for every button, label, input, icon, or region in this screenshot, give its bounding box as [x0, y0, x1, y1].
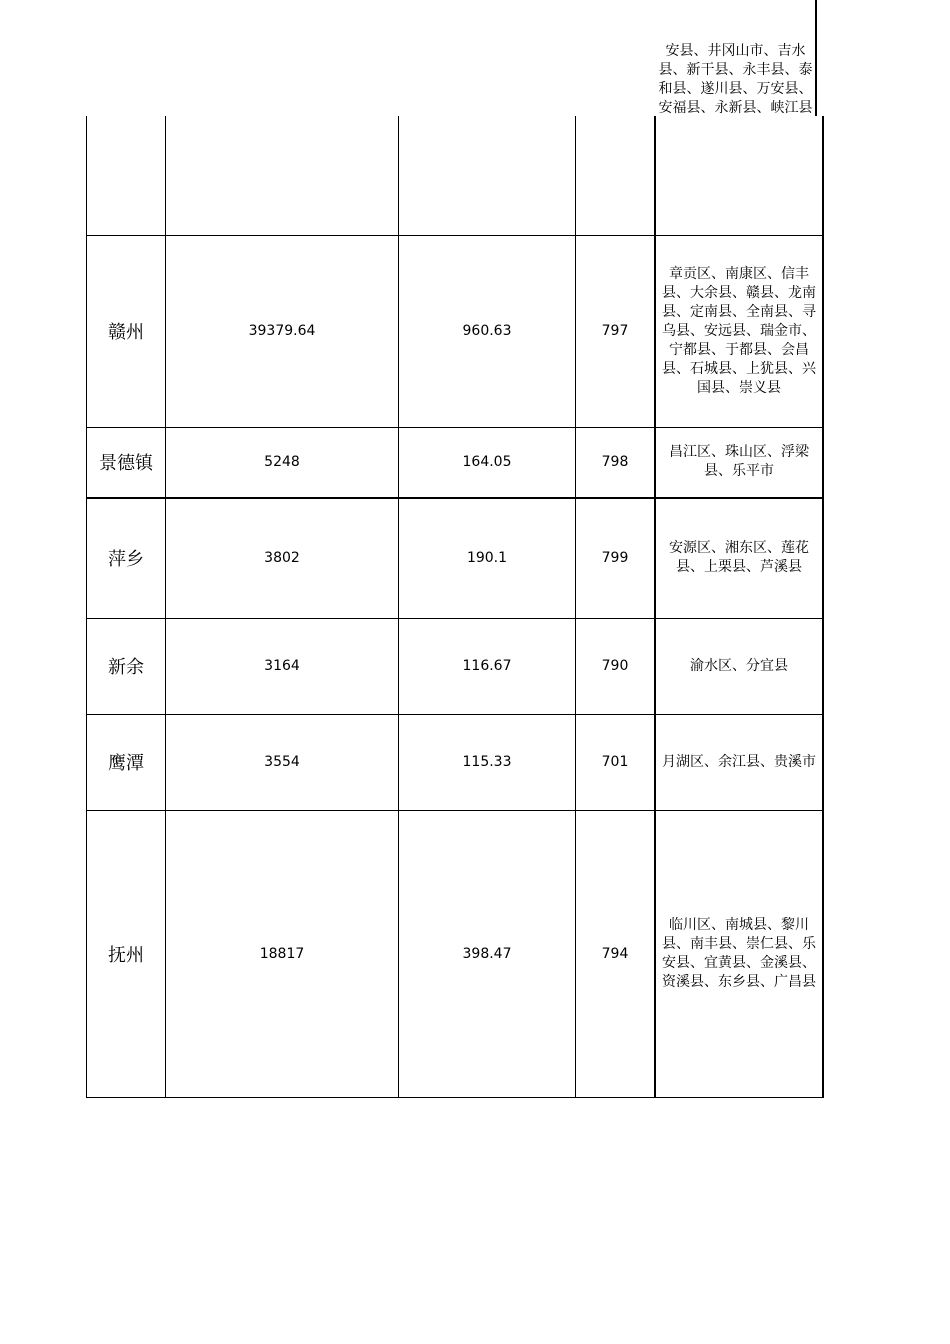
districts-text: 章贡区、南康区、信丰县、大余县、赣县、龙南县、定南县、全南县、寻乌县、安远县、瑞金市、宁都县、于都县、会昌县、石城县、上犹县、兴国县、崇义县 [662, 265, 816, 396]
city-cell: 抚州 [87, 810, 166, 1097]
area-cell: 39379.64 [166, 235, 399, 427]
city-cell: 萍乡 [87, 498, 166, 618]
area-cell: 3164 [166, 618, 399, 714]
districts-cell [655, 116, 823, 235]
table-row [87, 618, 824, 714]
districts-cell [655, 235, 823, 427]
districts-text: 月湖区、余江县、贵溪市 [662, 753, 816, 770]
city-table [86, 116, 824, 1098]
code-cell [576, 116, 656, 235]
population-cell: 116.67 [399, 618, 576, 714]
area-cell: 5248 [166, 427, 399, 498]
code-cell: 798 [576, 427, 656, 498]
city-cell: 新余 [87, 618, 166, 714]
table-row [87, 810, 824, 1097]
districts-cell [655, 810, 823, 1097]
districts-text: 安源区、湘东区、莲花县、上栗县、芦溪县 [669, 540, 809, 576]
city-cell: 鹰潭 [87, 714, 166, 810]
population-cell: 190.1 [399, 498, 576, 618]
districts-text: 临川区、南城县、黎川县、南丰县、崇仁县、乐安县、宜黄县、金溪县、资溪县、东乡县、广昌县 [662, 916, 816, 990]
population-cell: 164.05 [399, 427, 576, 498]
city-cell: 赣州 [87, 235, 166, 427]
area-cell: 3802 [166, 498, 399, 618]
districts-cell [655, 498, 823, 618]
fragment-districts-text: 安县、井冈山市、吉水县、新干县、永丰县、泰和县、遂川县、万安县、安福县、永新县、峡江县 [658, 43, 813, 116]
area-cell [166, 116, 399, 235]
population-cell: 960.63 [399, 235, 576, 427]
table-row [87, 498, 824, 618]
districts-text: 昌江区、珠山区、浮梁县、乐平市 [669, 444, 809, 480]
table-row [87, 116, 824, 235]
districts-cell [655, 427, 823, 498]
table-row [87, 235, 824, 427]
area-cell: 3554 [166, 714, 399, 810]
city-cell [87, 116, 166, 235]
code-cell: 794 [576, 810, 656, 1097]
code-cell: 799 [576, 498, 656, 618]
previous-row-fragment [656, 0, 817, 116]
table-row [87, 427, 824, 498]
population-cell [399, 116, 576, 235]
area-cell: 18817 [166, 810, 399, 1097]
table-row [87, 714, 824, 810]
code-cell: 797 [576, 235, 656, 427]
population-cell: 398.47 [399, 810, 576, 1097]
districts-text: 渝水区、分宜县 [690, 657, 788, 674]
population-cell: 115.33 [399, 714, 576, 810]
city-cell: 景德镇 [87, 427, 166, 498]
code-cell: 790 [576, 618, 656, 714]
districts-cell [655, 714, 823, 810]
code-cell: 701 [576, 714, 656, 810]
districts-cell [655, 618, 823, 714]
